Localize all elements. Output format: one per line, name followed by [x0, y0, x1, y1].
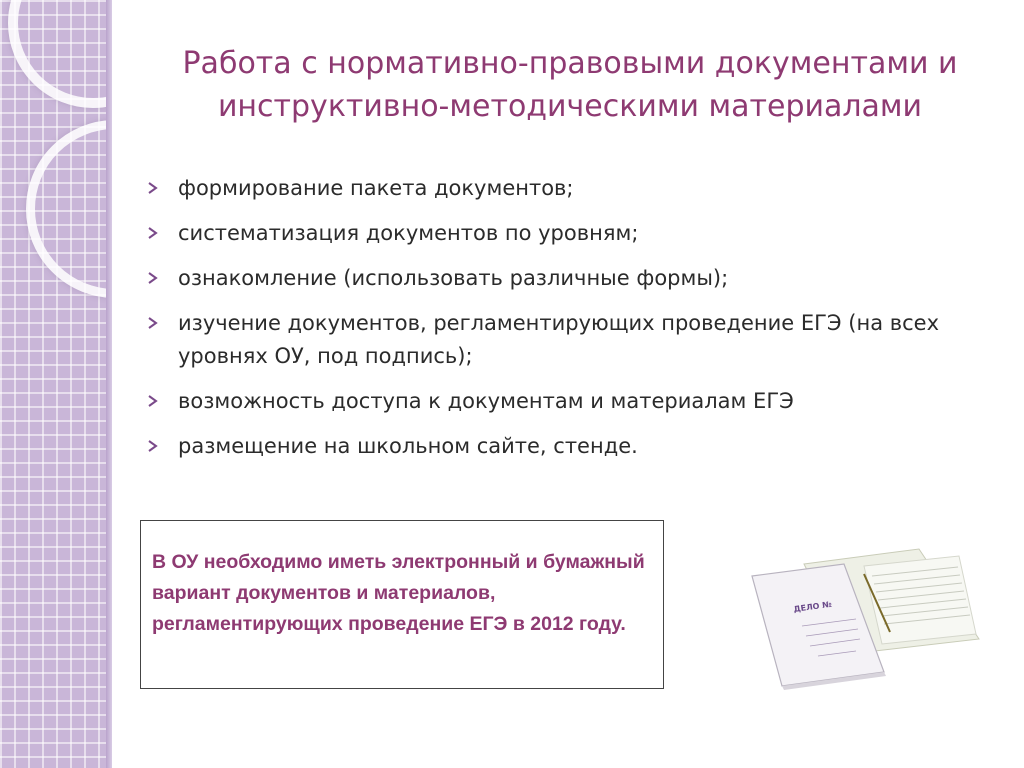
decorative-ring — [8, 0, 112, 108]
document-folder-image — [744, 504, 982, 742]
arrow-bullet-icon — [146, 316, 160, 330]
arrow-bullet-icon — [146, 439, 160, 453]
arrow-bullet-icon — [146, 181, 160, 195]
bullet-item — [146, 172, 1006, 205]
arrow-bullet-icon — [146, 226, 160, 240]
bullet-text: систематизация документов по уровням; — [178, 221, 639, 245]
bullet-item — [146, 430, 1006, 463]
decorative-ring — [26, 120, 112, 298]
decorative-side-strip — [0, 0, 112, 768]
bullet-list — [146, 172, 1006, 475]
bullet-text: ознакомление (использовать различные формы); — [178, 266, 729, 290]
bullet-text: возможность доступа к документам и материалам ЕГЭ — [178, 389, 794, 413]
note-text: В ОУ необходимо иметь электронный и бумажный вариант документов и материалов, регламентирующих проведение ЕГЭ в 2012 году. — [152, 551, 645, 635]
bullet-item — [146, 217, 1006, 250]
bullet-text: изучение документов, регламентирующих проведение ЕГЭ (на всех уровнях ОУ, под подпись); — [178, 311, 940, 368]
bullet-item — [146, 385, 1006, 418]
svg-text:ДЕЛО №: ДЕЛО № — [793, 599, 833, 614]
bullet-text: формирование пакета документов; — [178, 176, 574, 200]
bullet-item — [146, 307, 1006, 373]
slide-title: Работа с нормативно-правовыми документами и инструктивно-методическими материалами — [182, 46, 958, 124]
arrow-bullet-icon — [146, 271, 160, 285]
bullet-text: размещение на школьном сайте, стенде. — [178, 434, 638, 458]
arrow-bullet-icon — [146, 394, 160, 408]
note-box — [140, 520, 664, 689]
bullet-item — [146, 262, 1006, 295]
